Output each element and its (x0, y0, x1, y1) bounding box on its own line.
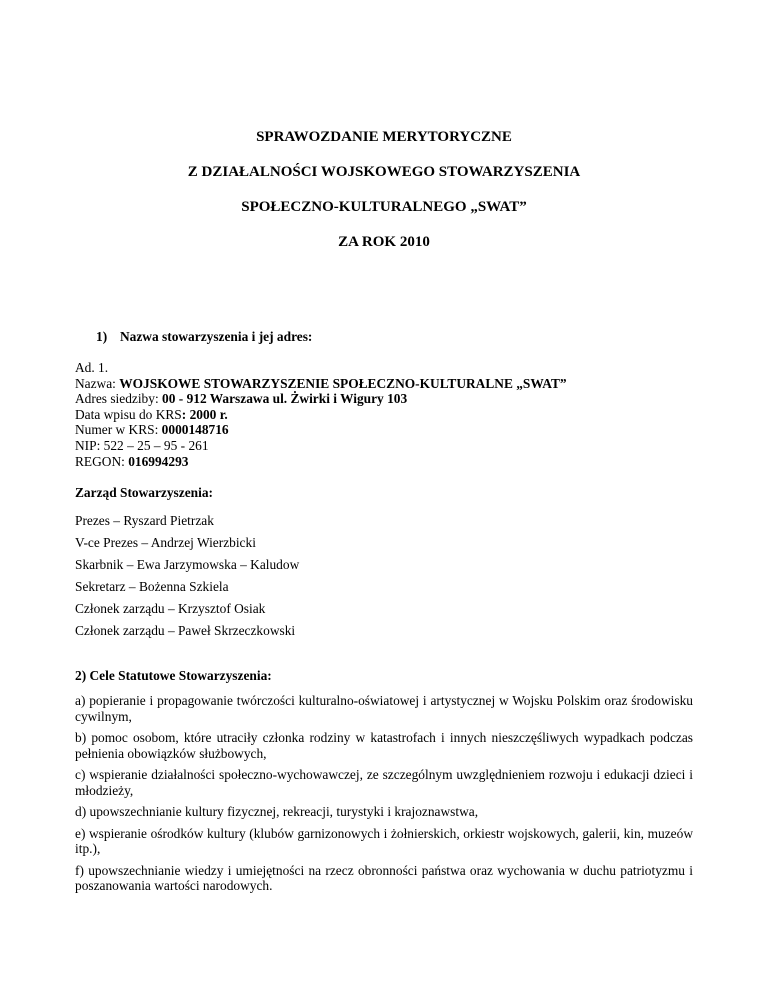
krs-number-row (75, 422, 567, 438)
organization-details (75, 360, 567, 469)
regon-value: 016994293 (128, 453, 189, 469)
goal-item: f) upowszechnianie wiedzy i umiejętności na rzecz obronności państwa oraz wychowania w duchu patriotyzmu i poszanowania wartości narodowych. (75, 862, 693, 893)
ad-label: Ad. 1. (75, 360, 109, 375)
document-title (0, 128, 768, 268)
title-line-1: SPRAWOZDANIE MERYTORYCZNE (256, 129, 512, 145)
goal-item: d) upowszechnianie kultury fizycznej, rekreacji, turystyki i krajoznawstwa, (75, 804, 479, 819)
board-member: V-ce Prezes – Andrzej Wierzbicki (75, 535, 256, 550)
section-2-heading: 2) Cele Statutowe Stowarzyszenia: (75, 668, 272, 683)
krs-date-label: Data wpisu do KRS (75, 406, 182, 422)
goal-item: b) pomoc osobom, które utraciły członka rodziny w katastrofach i innych nieszczęśliwych wypadkach podczas pełnienia obowiązków służbowych, (75, 730, 693, 761)
board-members-list (75, 513, 299, 645)
board-member: Członek zarządu – Paweł Skrzeczkowski (75, 623, 296, 638)
section-1-heading (96, 329, 312, 345)
board-member: Skarbnik – Ewa Jarzymowska – Kaludow (75, 557, 300, 572)
address-row (75, 391, 567, 407)
board-member: Członek zarządu – Krzysztof Osiak (75, 601, 266, 616)
statutory-goals-list (75, 693, 693, 900)
section-1-number: 1) (96, 329, 108, 344)
board-member: Sekretarz – Bożenna Szkiela (75, 579, 229, 594)
nip-row: NIP: 522 – 25 – 95 - 261 (75, 437, 209, 453)
regon-label: REGON: (75, 453, 129, 469)
goal-item: e) wspieranie ośrodków kultury (klubów garnizonowych i żołnierskich, orkiestr wojskowych, galerii, kin, muzeów itp.), (75, 825, 693, 856)
name-label: Nazwa: (75, 375, 120, 391)
title-line-3: SPOŁECZNO-KULTURALNEGO „SWAT” (241, 199, 527, 215)
title-line-4: ZA ROK 2010 (338, 234, 430, 250)
section-1-heading-text: Nazwa stowarzyszenia i jej adres: (120, 329, 313, 344)
goal-item: a) popieranie i propagowanie twórczości kulturalno-oświatowej i artystycznej w Wojsku Polskim oraz środowisku cywilnym, (75, 693, 693, 724)
krs-number-label: Numer w KRS: (75, 422, 162, 438)
address-label: Adres siedziby: (75, 391, 163, 407)
title-line-2: Z DZIAŁALNOŚCI WOJSKOWEGO STOWARZYSZENIA (187, 164, 581, 180)
goal-item: c) wspieranie działalności społeczno-wychowawczej, ze szczególnym uwzględnieniem rozwoju i edukacji dzieci i młodzieży, (75, 767, 693, 798)
board-member: Prezes – Ryszard Pietrzak (75, 513, 214, 528)
board-heading: Zarząd Stowarzyszenia: (75, 485, 213, 500)
address-value: 00 - 912 Warszawa ul. Żwirki i Wigury 103 (162, 391, 408, 407)
krs-date-row (75, 407, 567, 423)
krs-date-value: : 2000 r. (181, 406, 228, 422)
name-row (75, 376, 567, 392)
name-value: WOJSKOWE STOWARZYSZENIE SPOŁECZNO-KULTURALNE „SWAT” (119, 375, 567, 391)
regon-row (75, 454, 567, 470)
krs-number-value: 0000148716 (161, 422, 229, 438)
